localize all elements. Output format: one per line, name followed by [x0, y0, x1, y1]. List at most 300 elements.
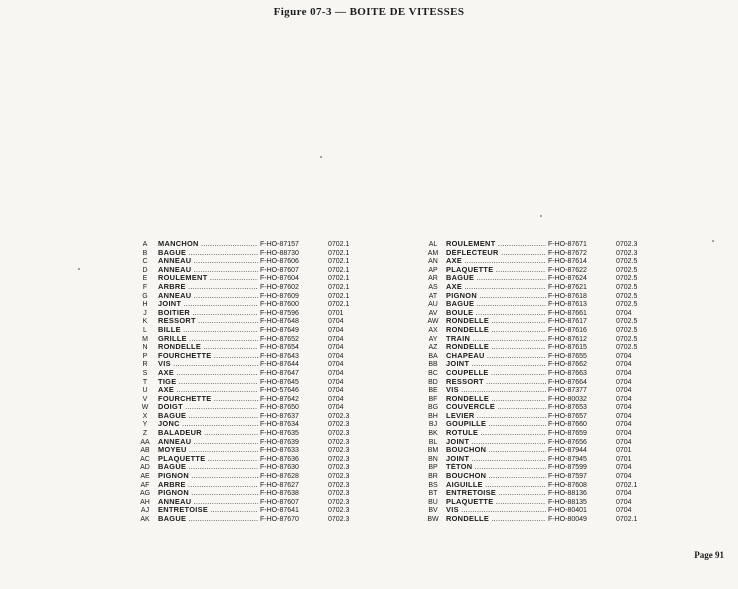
- part-number: F-HO-88135: [548, 498, 587, 506]
- part-reference: H: [142, 301, 148, 309]
- part-reference: N: [142, 344, 148, 352]
- part-reference: AT: [428, 292, 438, 300]
- part-description: MOYEU .....: [158, 446, 258, 455]
- part-number: F-HO-87664: [548, 378, 587, 386]
- part-reference: W: [141, 404, 149, 412]
- part-description: BAGUE .....: [158, 463, 258, 472]
- part-reference: AE: [140, 473, 150, 481]
- part-number: F-HO-87597: [548, 473, 587, 481]
- part-description: VIS .....: [446, 386, 546, 395]
- part-reference: Y: [142, 421, 148, 429]
- part-number: F-HO-87635: [260, 430, 299, 438]
- section-code: 0702.3: [328, 507, 350, 515]
- section-code: 0704: [616, 352, 632, 360]
- section-code: 0704: [616, 404, 632, 412]
- part-reference: AF: [140, 481, 150, 489]
- parts-row: [424, 369, 652, 378]
- section-code: 0702.5: [616, 335, 638, 343]
- parts-row: [136, 395, 364, 404]
- part-number: F-HO-87659: [548, 430, 587, 438]
- section-code: 0704: [616, 421, 632, 429]
- part-description: RONDELLE .....: [446, 343, 546, 352]
- part-description: BAGUE .....: [158, 249, 258, 258]
- part-description: RONDELLE .....: [446, 326, 546, 335]
- section-code: 0704: [616, 473, 632, 481]
- part-reference: AW: [427, 318, 439, 326]
- part-description: AXE .....: [446, 257, 546, 266]
- part-description: BOUCHON .....: [446, 446, 546, 455]
- part-reference: AD: [140, 464, 150, 472]
- part-description: JOINT .....: [446, 360, 546, 369]
- part-reference: R: [142, 361, 148, 369]
- parts-row: [424, 300, 652, 309]
- part-number: F-HO-87599: [548, 464, 587, 472]
- parts-row: [424, 386, 652, 395]
- part-number: F-HO-87600: [260, 301, 299, 309]
- part-number: F-HO-87656: [548, 438, 587, 446]
- figure-title: Figure 07-3 — BOITE DE VITESSES: [273, 6, 465, 18]
- part-number: F-HO-87653: [548, 404, 587, 412]
- part-number: F-HO-88136: [548, 490, 587, 498]
- part-number: F-HO-87654: [260, 344, 299, 352]
- part-reference: BT: [428, 490, 438, 498]
- part-number: F-HO-87672: [548, 249, 587, 257]
- part-description: BALADEUR .....: [158, 429, 258, 438]
- section-code: 0704: [616, 464, 632, 472]
- section-code: 0704: [616, 378, 632, 386]
- part-number: F-HO-87607: [260, 266, 299, 274]
- part-number: F-HO-87607: [260, 498, 299, 506]
- part-reference: BB: [428, 361, 438, 369]
- part-reference: BP: [428, 464, 438, 472]
- part-number: F-HO-87606: [260, 258, 299, 266]
- section-code: 0704: [616, 309, 632, 317]
- part-number: F-HO-87602: [260, 283, 299, 291]
- part-number: F-HO-87643: [260, 352, 299, 360]
- part-reference: G: [142, 292, 148, 300]
- section-code: 0702.5: [616, 266, 638, 274]
- part-reference: BD: [428, 378, 438, 386]
- section-code: 0702.3: [328, 464, 350, 472]
- part-number: F-HO-80049: [548, 516, 587, 523]
- parts-row: [136, 438, 364, 447]
- part-number: F-HO-87624: [548, 275, 587, 283]
- parts-row: [136, 455, 364, 464]
- parts-row: [424, 420, 652, 429]
- part-description: FOURCHETTE .....: [158, 395, 258, 404]
- section-code: 0702.1: [328, 283, 350, 291]
- part-reference: M: [142, 335, 148, 343]
- part-description: BOUCHON .....: [446, 472, 546, 481]
- part-reference: T: [142, 378, 148, 386]
- parts-row: [424, 352, 652, 361]
- parts-row: [424, 274, 652, 283]
- parts-row: [136, 463, 364, 472]
- section-code: 0702.1: [328, 292, 350, 300]
- part-reference: BM: [427, 447, 439, 455]
- parts-row: [424, 326, 652, 335]
- part-number: F-HO-87663: [548, 369, 587, 377]
- part-reference: AK: [140, 516, 150, 523]
- parts-row: [424, 472, 652, 481]
- part-number: F-HO-87671: [548, 241, 587, 248]
- parts-row: [136, 498, 364, 507]
- part-reference: AU: [428, 301, 438, 309]
- part-number: F-HO-87670: [260, 516, 299, 523]
- parts-row: [136, 335, 364, 344]
- section-code: 0702.1: [328, 266, 350, 274]
- part-number: F-HO-87648: [260, 318, 299, 326]
- parts-row: [424, 317, 652, 326]
- parts-row: [136, 343, 364, 352]
- part-reference: AX: [428, 326, 438, 334]
- part-description: TÉTON .....: [446, 463, 546, 472]
- part-number: F-HO-87628: [260, 473, 299, 481]
- section-code: 0702.3: [328, 430, 350, 438]
- part-description: AIGUILLE .....: [446, 481, 546, 490]
- parts-row: [424, 515, 652, 524]
- part-description: PLAQUETTE .....: [446, 266, 546, 275]
- section-code: 0702.3: [328, 447, 350, 455]
- part-number: F-HO-87627: [260, 481, 299, 489]
- part-description: COUPELLE .....: [446, 369, 546, 378]
- parts-row: [424, 506, 652, 515]
- part-description: ARBRE .....: [158, 481, 258, 490]
- parts-row: [424, 489, 652, 498]
- parts-row: [136, 352, 364, 361]
- parts-row: [136, 472, 364, 481]
- parts-row: [424, 309, 652, 318]
- scan-speck: [712, 240, 714, 242]
- part-description: ROTULE .....: [446, 429, 546, 438]
- section-code: 0702.1: [328, 241, 350, 248]
- part-number: F-HO-87613: [548, 301, 587, 309]
- part-description: BOITIER .....: [158, 309, 258, 318]
- section-code: 0702.3: [328, 438, 350, 446]
- part-description: ANNEAU .....: [158, 266, 258, 275]
- section-code: 0701: [328, 309, 344, 317]
- part-number: F-HO-87634: [260, 421, 299, 429]
- page-number: Page 91: [694, 550, 724, 560]
- part-description: JONC .....: [158, 420, 258, 429]
- parts-list-left: [136, 240, 364, 524]
- section-code: 0704: [328, 335, 344, 343]
- section-code: 0704: [328, 361, 344, 369]
- part-reference: AC: [140, 455, 150, 463]
- section-code: 0704: [616, 438, 632, 446]
- part-number: F-HO-87657: [548, 412, 587, 420]
- parts-row: [136, 283, 364, 292]
- part-number: F-HO-87377: [548, 387, 587, 395]
- part-description: RESSORT .....: [158, 317, 258, 326]
- parts-row: [136, 506, 364, 515]
- part-number: F-HO-87642: [260, 395, 299, 403]
- part-number: F-HO-87630: [260, 464, 299, 472]
- part-reference: E: [142, 275, 148, 283]
- section-code: 0702.3: [328, 490, 350, 498]
- part-reference: AY: [428, 335, 438, 343]
- parts-row: [136, 300, 364, 309]
- part-description: RONDELLE .....: [446, 317, 546, 326]
- part-number: F-HO-57646: [260, 387, 299, 395]
- part-reference: L: [143, 326, 147, 334]
- section-code: 0704: [616, 369, 632, 377]
- parts-row: [136, 446, 364, 455]
- part-number: F-HO-87661: [548, 309, 587, 317]
- part-description: BILLE .....: [158, 326, 258, 335]
- part-reference: BU: [428, 498, 438, 506]
- part-description: JOINT .....: [446, 455, 546, 464]
- section-code: 0704: [616, 498, 632, 506]
- section-code: 0702.5: [616, 326, 638, 334]
- part-reference: AP: [428, 266, 438, 274]
- section-code: 0702.1: [328, 301, 350, 309]
- part-description: MANCHON .....: [158, 240, 258, 249]
- part-number: F-HO-87615: [548, 344, 587, 352]
- section-code: 0704: [616, 387, 632, 395]
- part-description: PIGNON .....: [158, 489, 258, 498]
- scan-speck: [540, 215, 542, 217]
- part-number: F-HO-87618: [548, 292, 587, 300]
- part-reference: AL: [428, 241, 438, 248]
- parts-row: [424, 335, 652, 344]
- part-description: RESSORT .....: [446, 378, 546, 387]
- part-number: F-HO-87617: [548, 318, 587, 326]
- section-code: 0702.1: [328, 258, 350, 266]
- part-number: F-HO-87609: [260, 292, 299, 300]
- parts-row: [136, 481, 364, 490]
- scan-speck: [320, 156, 322, 158]
- part-reference: A: [142, 241, 148, 248]
- parts-row: [136, 326, 364, 335]
- part-number: F-HO-87621: [548, 283, 587, 291]
- part-description: LEVIER .....: [446, 412, 546, 421]
- part-description: BAGUE .....: [446, 274, 546, 283]
- part-reference: BH: [428, 412, 438, 420]
- section-code: 0702.1: [616, 481, 638, 489]
- part-number: F-HO-80401: [548, 507, 587, 515]
- parts-row: [424, 438, 652, 447]
- section-code: 0702.5: [616, 301, 638, 309]
- part-description: TRAIN .....: [446, 335, 546, 344]
- section-code: 0704: [616, 490, 632, 498]
- part-description: FOURCHETTE .....: [158, 352, 258, 361]
- parts-row: [136, 386, 364, 395]
- part-number: F-HO-87636: [260, 455, 299, 463]
- parts-row: [424, 446, 652, 455]
- parts-row: [136, 274, 364, 283]
- parts-row: [424, 481, 652, 490]
- parts-row: [424, 283, 652, 292]
- part-description: DOIGT .....: [158, 403, 258, 412]
- part-reference: BA: [428, 352, 438, 360]
- section-code: 0704: [328, 326, 344, 334]
- part-description: GRILLE .....: [158, 335, 258, 344]
- part-description: GOUPILLE .....: [446, 420, 546, 429]
- part-number: F-HO-87644: [260, 361, 299, 369]
- parts-row: [136, 412, 364, 421]
- part-description: JOINT .....: [158, 300, 258, 309]
- part-reference: BC: [428, 369, 438, 377]
- part-number: F-HO-87637: [260, 412, 299, 420]
- section-code: 0702.5: [616, 344, 638, 352]
- part-reference: S: [142, 369, 148, 377]
- part-reference: BG: [427, 404, 439, 412]
- part-description: ENTRETOISE .....: [158, 506, 258, 515]
- parts-row: [424, 429, 652, 438]
- part-reference: AV: [428, 309, 438, 317]
- section-code: 0702.3: [328, 481, 350, 489]
- part-reference: P: [142, 352, 148, 360]
- part-reference: C: [142, 258, 148, 266]
- part-number: F-HO-87633: [260, 447, 299, 455]
- part-reference: AM: [427, 249, 439, 257]
- parts-row: [136, 240, 364, 249]
- part-reference: BN: [428, 455, 438, 463]
- part-reference: J: [143, 309, 147, 317]
- part-reference: U: [142, 387, 148, 395]
- part-reference: X: [142, 412, 148, 420]
- parts-row: [136, 429, 364, 438]
- part-description: TIGE .....: [158, 378, 258, 387]
- part-number: F-HO-87660: [548, 421, 587, 429]
- part-number: F-HO-87641: [260, 507, 299, 515]
- parts-row: [424, 266, 652, 275]
- part-reference: AN: [428, 258, 438, 266]
- part-reference: BR: [428, 473, 438, 481]
- part-reference: BK: [428, 430, 438, 438]
- section-code: 0702.3: [328, 516, 350, 523]
- section-code: 0704: [328, 344, 344, 352]
- section-code: 0702.5: [616, 275, 638, 283]
- part-description: ENTRETOISE .....: [446, 489, 546, 498]
- parts-row: [424, 395, 652, 404]
- parts-row: [424, 403, 652, 412]
- part-description: VIS .....: [446, 506, 546, 515]
- part-reference: BV: [428, 507, 438, 515]
- section-code: 0701: [616, 447, 632, 455]
- part-description: CHAPEAU .....: [446, 352, 546, 361]
- part-reference: BJ: [428, 421, 438, 429]
- part-description: COUVERCLE .....: [446, 403, 546, 412]
- section-code: 0702.3: [328, 412, 350, 420]
- part-description: PLAQUETTE .....: [446, 498, 546, 507]
- part-reference: BW: [427, 516, 439, 523]
- section-code: 0704: [616, 361, 632, 369]
- parts-row: [424, 412, 652, 421]
- parts-row: [424, 343, 652, 352]
- parts-row: [136, 378, 364, 387]
- part-number: F-HO-87945: [548, 455, 587, 463]
- section-code: 0702.1: [616, 516, 638, 523]
- part-reference: AB: [140, 447, 150, 455]
- section-code: 0704: [328, 395, 344, 403]
- section-code: 0704: [616, 430, 632, 438]
- part-number: F-HO-87639: [260, 438, 299, 446]
- parts-row: [424, 498, 652, 507]
- section-code: 0702.3: [328, 455, 350, 463]
- part-number: F-HO-87645: [260, 378, 299, 386]
- part-number: F-HO-87157: [260, 241, 299, 248]
- parts-row: [136, 360, 364, 369]
- part-description: RONDELLE .....: [446, 515, 546, 524]
- parts-row: [136, 489, 364, 498]
- part-description: RONDELLE .....: [446, 395, 546, 404]
- part-number: F-HO-87655: [548, 352, 587, 360]
- part-number: F-HO-87604: [260, 275, 299, 283]
- part-number: F-HO-87638: [260, 490, 299, 498]
- parts-row: [424, 463, 652, 472]
- part-reference: AR: [428, 275, 438, 283]
- part-number: F-HO-87649: [260, 326, 299, 334]
- part-reference: AZ: [428, 344, 438, 352]
- part-description: RONDELLE .....: [158, 343, 258, 352]
- part-description: ANNEAU .....: [158, 498, 258, 507]
- parts-row: [136, 266, 364, 275]
- part-description: DÉFLECTEUR .....: [446, 249, 546, 258]
- part-reference: AS: [428, 283, 438, 291]
- parts-row: [136, 249, 364, 258]
- parts-row: [424, 240, 652, 249]
- section-code: 0702.3: [616, 241, 638, 248]
- section-code: 0702.3: [328, 421, 350, 429]
- section-code: 0701: [616, 455, 632, 463]
- part-reference: AA: [140, 438, 150, 446]
- part-description: BAGUE .....: [158, 515, 258, 524]
- section-code: 0702.5: [616, 258, 638, 266]
- part-reference: V: [142, 395, 148, 403]
- part-number: F-HO-87622: [548, 266, 587, 274]
- part-number: F-HO-87662: [548, 361, 587, 369]
- section-code: 0702.5: [616, 283, 638, 291]
- section-code: 0704: [616, 412, 632, 420]
- part-reference: BS: [428, 481, 438, 489]
- part-reference: Z: [142, 430, 148, 438]
- section-code: 0702.1: [328, 275, 350, 283]
- parts-row: [136, 515, 364, 524]
- section-code: 0704: [328, 404, 344, 412]
- parts-list-right: [424, 240, 652, 524]
- part-reference: BF: [428, 395, 438, 403]
- part-reference: F: [142, 283, 148, 291]
- part-number: F-HO-87612: [548, 335, 587, 343]
- part-description: ANNEAU .....: [158, 292, 258, 301]
- part-number: F-HO-87944: [548, 447, 587, 455]
- part-reference: BL: [428, 438, 438, 446]
- part-number: F-HO-88730: [260, 249, 299, 257]
- section-code: 0704: [328, 369, 344, 377]
- section-code: 0702.3: [328, 498, 350, 506]
- scan-speck: [78, 268, 80, 270]
- part-number: F-HO-87614: [548, 258, 587, 266]
- section-code: 0704: [616, 395, 632, 403]
- part-description: BAGUE .....: [158, 412, 258, 421]
- section-code: 0704: [328, 352, 344, 360]
- part-reference: BE: [428, 387, 438, 395]
- parts-row: [136, 292, 364, 301]
- section-code: 0702.5: [616, 292, 638, 300]
- part-number: F-HO-87647: [260, 369, 299, 377]
- parts-row: [424, 378, 652, 387]
- part-description: JOINT .....: [446, 438, 546, 447]
- part-description: ANNEAU .....: [158, 438, 258, 447]
- part-number: F-HO-87616: [548, 326, 587, 334]
- part-number: F-HO-87608: [548, 481, 587, 489]
- parts-row: [136, 369, 364, 378]
- part-description: AXE .....: [158, 386, 258, 395]
- parts-row: [424, 455, 652, 464]
- part-reference: D: [142, 266, 148, 274]
